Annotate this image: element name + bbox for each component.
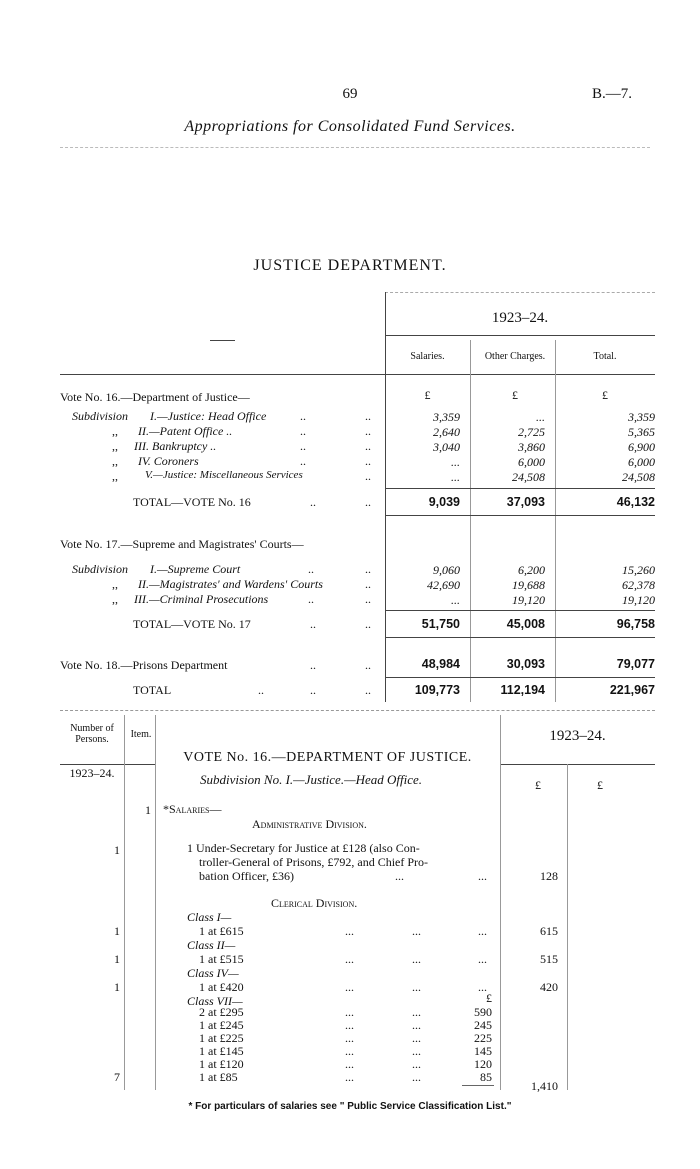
col-item: Item. bbox=[130, 729, 152, 740]
row-label: II.—Magistrates' and Wardens' Courts bbox=[138, 577, 323, 591]
cell-total: 3,359 bbox=[628, 410, 655, 424]
cell-total: 6,900 bbox=[628, 440, 655, 454]
total-total: 96,758 bbox=[616, 617, 655, 631]
cell-total: 15,260 bbox=[622, 563, 655, 577]
entry-amount: 225 bbox=[474, 1031, 492, 1045]
row-dots: .. bbox=[365, 409, 371, 423]
table-rule bbox=[385, 610, 655, 611]
subdivision-heading: Subdivision No. I.—Justice.—Head Office. bbox=[200, 772, 423, 787]
total-label: TOTAL—VOTE No. 17 bbox=[133, 617, 251, 631]
leader-dots: ... bbox=[412, 952, 421, 966]
row-dots: .. bbox=[365, 658, 371, 672]
row-prefix: Subdivision bbox=[72, 409, 128, 423]
row-prefix: ,, bbox=[112, 592, 118, 606]
row-dots: .. bbox=[308, 562, 314, 576]
leader-dots: ... bbox=[412, 1005, 421, 1019]
total-salaries: 9,039 bbox=[428, 495, 460, 509]
stub-dash bbox=[210, 340, 235, 341]
entry-text: 1 Under-Secretary for Justice at £128 (also Con- bbox=[187, 841, 420, 855]
entry-amount: 615 bbox=[540, 924, 558, 938]
row-dots: .. bbox=[310, 617, 316, 631]
vote17-title: Vote No. 17.—Supreme and Magistrates' Courts— bbox=[60, 537, 304, 551]
row-dots: .. bbox=[365, 454, 371, 468]
table-rule bbox=[385, 292, 655, 293]
row-dots: .. bbox=[308, 592, 314, 606]
row-dots: .. bbox=[300, 454, 306, 468]
cell-total: 62,378 bbox=[622, 578, 655, 592]
cell-other: 19,688 bbox=[512, 578, 545, 592]
entry-text: 1 at £615 bbox=[199, 924, 244, 938]
cell-other: 3,860 bbox=[518, 440, 545, 454]
cell-other: 2,725 bbox=[518, 425, 545, 439]
persons-count: 1 bbox=[114, 952, 120, 966]
total-salaries: 51,750 bbox=[421, 617, 460, 631]
table-rule bbox=[124, 715, 125, 1090]
table-rule bbox=[155, 715, 156, 1090]
admin-division-heading: Administrative Division. bbox=[252, 817, 367, 831]
table-rule bbox=[385, 677, 655, 678]
cell-salaries: 3,359 bbox=[433, 410, 460, 424]
row-dots: .. bbox=[365, 617, 371, 631]
row-dots: .. bbox=[310, 495, 316, 509]
leader-dots: ... bbox=[345, 1070, 354, 1084]
leader-dots: ... bbox=[478, 980, 487, 994]
clerical-division-heading: Clerical Division. bbox=[271, 896, 358, 910]
pound-total: £ bbox=[602, 388, 608, 402]
leader-dots: ... bbox=[412, 1018, 421, 1032]
entry-amount: 120 bbox=[474, 1057, 492, 1071]
row-dots: .. bbox=[365, 469, 371, 483]
detail-year: 1923–24. bbox=[549, 728, 606, 744]
cell-total: 24,508 bbox=[622, 470, 655, 484]
document-reference: B.—7. bbox=[592, 86, 633, 102]
row-dots: .. bbox=[365, 577, 371, 591]
row-prefix: ,, bbox=[112, 424, 118, 438]
salaries-heading: *Salaries— bbox=[163, 802, 222, 816]
entry-amount: 590 bbox=[474, 1005, 492, 1019]
row-dots: .. bbox=[365, 592, 371, 606]
pound-salaries: £ bbox=[424, 388, 431, 402]
class-label: Class II— bbox=[187, 938, 236, 952]
total-label: TOTAL—VOTE No. 16 bbox=[133, 495, 251, 509]
row-label: I.—Justice: Head Office bbox=[150, 409, 267, 423]
leader-dots: ... bbox=[478, 869, 487, 883]
class-label: Class I— bbox=[187, 910, 232, 924]
row-dots: .. bbox=[365, 424, 371, 438]
grand-total-total: 221,967 bbox=[609, 683, 655, 697]
persons-count: 1 bbox=[114, 924, 120, 938]
pound-sign: £ bbox=[486, 991, 492, 1005]
cell-salaries: ... bbox=[451, 593, 460, 607]
cell-total: 6,000 bbox=[628, 455, 655, 469]
leader-dots: ... bbox=[412, 1070, 421, 1084]
row-dots: .. bbox=[300, 424, 306, 438]
page-subtitle: Appropriations for Consolidated Fund Services. bbox=[184, 118, 516, 135]
col-persons: Number of Persons. bbox=[70, 723, 114, 745]
table-rule bbox=[60, 710, 655, 711]
grand-total-salaries: 109,773 bbox=[414, 683, 460, 697]
persons-count: 1 bbox=[114, 843, 120, 857]
cell-other: 6,200 bbox=[518, 563, 545, 577]
row-dots: .. bbox=[365, 683, 371, 697]
row-prefix: ,, bbox=[112, 454, 118, 468]
class-label: Class IV— bbox=[187, 966, 239, 980]
cell-salaries: ... bbox=[451, 455, 460, 469]
leader-dots: ... bbox=[345, 1031, 354, 1045]
department-title: JUSTICE DEPARTMENT. bbox=[253, 257, 447, 274]
entry-amount: 145 bbox=[474, 1044, 492, 1058]
row-dots: .. bbox=[365, 562, 371, 576]
entry-amount: 1,410 bbox=[531, 1079, 558, 1093]
row-dots: .. bbox=[365, 495, 371, 509]
entry-text: 1 at £145 bbox=[199, 1044, 244, 1058]
cell-total: 19,120 bbox=[622, 593, 655, 607]
vote18-other: 30,093 bbox=[506, 657, 545, 671]
row-prefix: Subdivision bbox=[72, 562, 128, 576]
entry-amount: 515 bbox=[540, 952, 558, 966]
year-left: 1923–24. bbox=[69, 766, 115, 780]
row-dots: .. bbox=[310, 683, 316, 697]
item-number: 1 bbox=[145, 803, 151, 817]
cell-total: 5,365 bbox=[628, 425, 655, 439]
leader-dots: ... bbox=[412, 1031, 421, 1045]
entry-text: 1 at £85 bbox=[199, 1070, 238, 1084]
table-rule bbox=[567, 764, 568, 1090]
row-dots: .. bbox=[300, 439, 306, 453]
leader-dots: ... bbox=[478, 924, 487, 938]
leader-dots: ... bbox=[412, 980, 421, 994]
vote18-title: Vote No. 18.—Prisons Department bbox=[60, 658, 228, 672]
cell-salaries: 2,640 bbox=[433, 425, 460, 439]
entry-text: 1 at £515 bbox=[199, 952, 244, 966]
table-rule bbox=[385, 292, 386, 702]
row-dots: .. bbox=[365, 439, 371, 453]
entry-amount: 128 bbox=[540, 869, 558, 883]
persons-count: 7 bbox=[114, 1070, 120, 1084]
cell-other: 6,000 bbox=[518, 455, 545, 469]
header-divider bbox=[60, 147, 650, 148]
leader-dots: ... bbox=[412, 924, 421, 938]
entry-text: 1 at £225 bbox=[199, 1031, 244, 1045]
entry-amount: 420 bbox=[540, 980, 558, 994]
row-prefix: ,, bbox=[112, 439, 118, 453]
leader-dots: ... bbox=[412, 1057, 421, 1071]
row-prefix: ,, bbox=[112, 577, 118, 591]
row-dots: .. bbox=[310, 658, 316, 672]
col-total: Total. bbox=[593, 351, 617, 362]
cell-salaries: 42,690 bbox=[427, 578, 460, 592]
leader-dots: ... bbox=[345, 924, 354, 938]
leader-dots: ... bbox=[412, 1044, 421, 1058]
entry-text: 2 at £295 bbox=[199, 1005, 244, 1019]
total-other: 37,093 bbox=[506, 495, 545, 509]
table-rule bbox=[500, 715, 501, 1090]
col-salaries: Salaries. bbox=[410, 351, 445, 362]
vote16-title: Vote No. 16.—Department of Justice— bbox=[60, 390, 250, 404]
sum-rule bbox=[462, 1085, 494, 1086]
total-total: 46,132 bbox=[616, 495, 655, 509]
leader-dots: ... bbox=[345, 952, 354, 966]
total-other: 45,008 bbox=[506, 617, 545, 631]
persons-count: 1 bbox=[114, 980, 120, 994]
leader-dots: ... bbox=[345, 980, 354, 994]
entry-amount: 85 bbox=[480, 1070, 492, 1084]
table-rule bbox=[60, 764, 155, 765]
vote-heading: VOTE No. 16.—DEPARTMENT OF JUSTICE. bbox=[183, 750, 472, 765]
summary-year: 1923–24. bbox=[491, 310, 549, 326]
row-dots: .. bbox=[258, 683, 264, 697]
class-label: Class VII— bbox=[187, 994, 243, 1008]
row-label: I.—Supreme Court bbox=[150, 562, 241, 576]
pound-col-a: £ bbox=[535, 778, 541, 792]
entry-text: troller-General of Prisons, £792, and Chief Pro- bbox=[199, 855, 429, 869]
cell-salaries: 3,040 bbox=[433, 440, 460, 454]
vote18-salaries: 48,984 bbox=[421, 657, 460, 671]
leader-dots: ... bbox=[345, 1005, 354, 1019]
entry-text: 1 at £420 bbox=[199, 980, 244, 994]
cell-salaries: 9,060 bbox=[433, 563, 460, 577]
row-label: III. Bankruptcy .. bbox=[134, 439, 217, 453]
grand-total-other: 112,194 bbox=[500, 683, 545, 697]
row-label: II.—Patent Office .. bbox=[138, 424, 233, 438]
row-label: V.—Justice: Miscellaneous Services bbox=[145, 469, 303, 481]
cell-other: ... bbox=[536, 410, 545, 424]
leader-dots: ... bbox=[478, 952, 487, 966]
table-rule bbox=[500, 764, 655, 765]
table-rule bbox=[385, 335, 655, 336]
entry-text: bation Officer, £36) bbox=[199, 869, 294, 883]
leader-dots: ... bbox=[345, 1018, 354, 1032]
entry-text: 1 at £245 bbox=[199, 1018, 244, 1032]
leader-dots: ... bbox=[395, 869, 404, 883]
leader-dots: ... bbox=[345, 1057, 354, 1071]
table-rule bbox=[385, 488, 655, 489]
entry-amount: 245 bbox=[474, 1018, 492, 1032]
leader-dots: ... bbox=[345, 1044, 354, 1058]
col-other-charges: Other Charges. bbox=[484, 351, 546, 362]
entry-text: 1 at £120 bbox=[199, 1057, 244, 1071]
cell-other: 24,508 bbox=[512, 470, 545, 484]
pound-col-b: £ bbox=[597, 778, 603, 792]
row-prefix: ,, bbox=[112, 469, 118, 483]
footnote: * For particulars of salaries see " Public Service Classification List." bbox=[188, 1101, 512, 1112]
page-number: 69 bbox=[342, 86, 358, 102]
table-rule bbox=[385, 515, 655, 516]
grand-total-label: TOTAL bbox=[133, 683, 172, 697]
pound-other: £ bbox=[512, 388, 518, 402]
row-dots: .. bbox=[300, 409, 306, 423]
cell-salaries: ... bbox=[451, 470, 460, 484]
row-label: III.—Criminal Prosecutions bbox=[134, 592, 269, 606]
table-rule bbox=[385, 637, 655, 638]
cell-other: 19,120 bbox=[512, 593, 545, 607]
vote18-total: 79,077 bbox=[616, 657, 655, 671]
table-rule bbox=[60, 374, 655, 375]
row-label: IV. Coroners bbox=[138, 454, 199, 468]
